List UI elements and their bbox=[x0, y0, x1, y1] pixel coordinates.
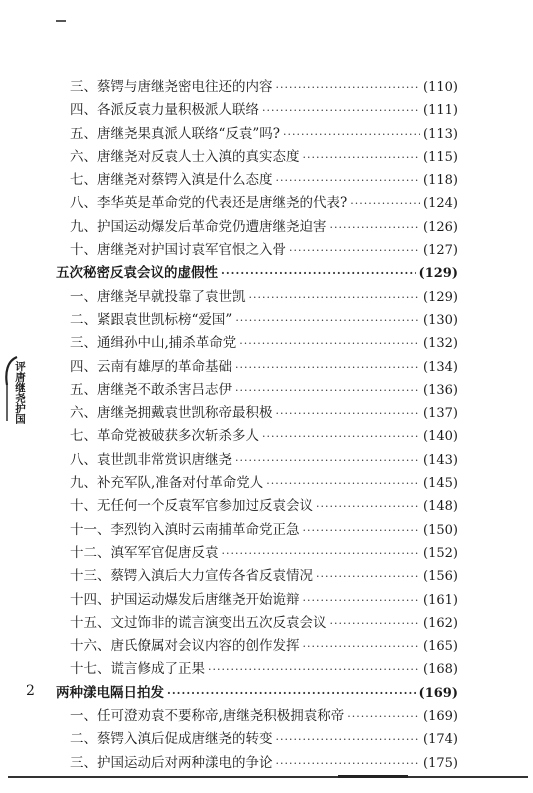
toc-entry bbox=[56, 192, 458, 215]
toc-title: 三、通缉孙中山,捕杀革命党 bbox=[70, 335, 237, 352]
toc-title: 五、唐继尧不敢杀害吕志伊 bbox=[70, 381, 232, 398]
bottom-rule bbox=[8, 776, 528, 778]
toc-entry bbox=[56, 332, 458, 355]
dot-leader bbox=[303, 519, 421, 542]
toc-entry bbox=[56, 542, 458, 565]
toc-entry bbox=[56, 495, 458, 518]
toc-page-number: (140) bbox=[423, 429, 458, 445]
toc-title: 七、唐继尧对蔡锷入滇是什么态度 bbox=[70, 172, 273, 189]
toc-title: 十六、唐氏僚属对会议内容的创作发挥 bbox=[70, 638, 300, 655]
toc-entry bbox=[56, 449, 458, 472]
toc-page-number: (152) bbox=[423, 545, 458, 561]
table-of-contents bbox=[56, 76, 458, 775]
toc-title: 六、唐继尧对反袁人士入滇的真实态度 bbox=[70, 148, 300, 165]
toc-title: 九、补充军队,准备对付革命党人 bbox=[70, 475, 264, 492]
toc-page-number: (150) bbox=[423, 522, 458, 538]
toc-entry bbox=[56, 705, 458, 728]
dot-leader bbox=[330, 216, 421, 239]
dot-leader bbox=[350, 192, 420, 215]
toc-page-number: (175) bbox=[423, 755, 458, 771]
toc-title: 二、紧跟袁世凯标榜“爱国” bbox=[70, 311, 233, 328]
toc-entry bbox=[56, 425, 458, 448]
toc-page-number: (161) bbox=[423, 592, 458, 608]
toc-page-number: (169) bbox=[423, 709, 458, 725]
toc-entry bbox=[56, 402, 458, 425]
dot-leader bbox=[266, 472, 420, 495]
toc-title: 十四、护国运动爆发后唐继尧开始诡辩 bbox=[70, 591, 300, 608]
toc-entry bbox=[56, 728, 458, 751]
toc-title: 七、革命党被破获多次斩杀多人 bbox=[70, 428, 259, 445]
toc-page-number: (165) bbox=[423, 639, 458, 655]
dot-leader bbox=[276, 402, 421, 425]
toc-entry bbox=[56, 216, 458, 239]
toc-entry bbox=[56, 589, 458, 612]
dot-leader bbox=[249, 286, 421, 309]
toc-title: 八、袁世凯非常赏识唐继尧 bbox=[70, 451, 232, 468]
toc-page-number: (130) bbox=[423, 312, 458, 328]
toc-title: 四、各派反袁力量积极派人联络 bbox=[70, 102, 259, 119]
toc-entry bbox=[56, 169, 458, 192]
dot-leader bbox=[239, 332, 420, 355]
dot-leader bbox=[303, 146, 421, 169]
dot-leader bbox=[262, 425, 420, 448]
dot-leader bbox=[262, 99, 420, 122]
dot-leader bbox=[347, 705, 420, 728]
toc-title: 五次秘密反袁会议的虚假性 bbox=[56, 265, 218, 282]
toc-title: 十五、文过饰非的谎言演变出五次反袁会议 bbox=[70, 614, 327, 631]
toc-page-number: (129) bbox=[423, 289, 458, 305]
toc-entry bbox=[56, 99, 458, 122]
toc-title: 十三、蔡锷入滇后大力宣传各省反袁情况 bbox=[70, 568, 313, 585]
toc-page-number: (143) bbox=[423, 452, 458, 468]
dot-leader bbox=[303, 589, 421, 612]
toc-page-number: (124) bbox=[423, 196, 458, 212]
dot-leader bbox=[276, 169, 421, 192]
toc-section bbox=[56, 682, 458, 705]
toc-page-number: (169) bbox=[418, 685, 458, 701]
toc-page-number: (113) bbox=[423, 126, 458, 142]
toc-title: 两种漾电隔日拍发 bbox=[56, 684, 164, 701]
toc-page-number: (145) bbox=[423, 476, 458, 492]
toc-page-number: (126) bbox=[423, 219, 458, 235]
dot-leader bbox=[235, 449, 420, 472]
toc-title: 一、唐继尧早就投靠了袁世凯 bbox=[70, 288, 246, 305]
dot-leader bbox=[276, 752, 421, 775]
toc-entry bbox=[56, 76, 458, 99]
toc-title: 八、李华英是革命党的代表还是唐继尧的代表? bbox=[70, 195, 348, 212]
side-title-badge bbox=[3, 355, 29, 425]
toc-entry bbox=[56, 472, 458, 495]
toc-title: 十七、谎言修成了正果 bbox=[70, 661, 205, 678]
toc-title: 一、任可澄劝袁不要称帝,唐继尧积极拥袁称帝 bbox=[70, 708, 345, 725]
toc-title: 十、唐继尧对护国讨袁军官恨之入骨 bbox=[70, 242, 286, 259]
toc-title: 二、蔡锷入滇后促成唐继尧的转变 bbox=[70, 731, 273, 748]
toc-entry bbox=[56, 146, 458, 169]
dot-leader bbox=[276, 728, 421, 751]
toc-entry bbox=[56, 519, 458, 542]
page-number: 2 bbox=[26, 683, 35, 699]
dot-leader bbox=[221, 262, 416, 285]
toc-page-number: (118) bbox=[423, 173, 458, 189]
toc-page-number: (136) bbox=[423, 382, 458, 398]
toc-title: 四、云南有雄厚的革命基础 bbox=[70, 358, 232, 375]
toc-title: 六、唐继尧拥戴袁世凯称帝最积极 bbox=[70, 405, 273, 422]
toc-page-number: (127) bbox=[423, 243, 458, 259]
dot-leader bbox=[330, 612, 421, 635]
dot-leader bbox=[208, 658, 420, 681]
toc-page-number: (168) bbox=[423, 662, 458, 678]
toc-page-number: (148) bbox=[423, 499, 458, 515]
toc-entry bbox=[56, 356, 458, 379]
toc-page-number: (134) bbox=[423, 359, 458, 375]
toc-page-number: (129) bbox=[418, 266, 458, 282]
dot-leader bbox=[316, 495, 420, 518]
dot-leader bbox=[167, 682, 416, 705]
toc-page-number: (137) bbox=[423, 406, 458, 422]
dot-leader bbox=[316, 565, 420, 588]
dot-leader bbox=[235, 309, 420, 332]
dot-leader bbox=[303, 635, 421, 658]
dot-leader bbox=[235, 379, 420, 402]
dot-leader bbox=[222, 542, 421, 565]
toc-entry bbox=[56, 612, 458, 635]
toc-section bbox=[56, 262, 458, 285]
toc-page-number: (156) bbox=[423, 569, 458, 585]
toc-page-number: (110) bbox=[423, 80, 458, 95]
dot-leader bbox=[283, 123, 420, 146]
toc-entry bbox=[56, 752, 458, 775]
toc-entry bbox=[56, 239, 458, 262]
top-mark bbox=[56, 20, 66, 22]
toc-page-number: (111) bbox=[423, 103, 458, 119]
toc-entry bbox=[56, 635, 458, 658]
toc-entry bbox=[56, 565, 458, 588]
toc-entry bbox=[56, 379, 458, 402]
toc-title: 十一、李烈钧入滇时云南捕革命党正急 bbox=[70, 521, 300, 538]
dot-leader bbox=[276, 76, 421, 99]
toc-title: 十二、滇军军官促唐反袁 bbox=[70, 544, 219, 561]
toc-title: 十、无任何一个反袁军官参加过反袁会议 bbox=[70, 498, 313, 515]
dot-leader bbox=[289, 239, 420, 262]
side-title: 评唐继尧护国 bbox=[14, 361, 26, 424]
toc-entry bbox=[56, 123, 458, 146]
toc-title: 五、唐继尧果真派人联络“反袁”吗? bbox=[70, 125, 281, 142]
toc-title: 三、护国运动后对两种漾电的争论 bbox=[70, 754, 273, 771]
toc-entry bbox=[56, 309, 458, 332]
toc-page-number: (115) bbox=[423, 149, 458, 165]
toc-entry bbox=[56, 658, 458, 681]
toc-page-number: (174) bbox=[423, 732, 458, 748]
toc-page-number: (162) bbox=[423, 615, 458, 631]
toc-page-number: (132) bbox=[423, 336, 458, 352]
toc-title: 三、蔡锷与唐继尧密电往还的内容 bbox=[70, 79, 273, 95]
dot-leader bbox=[235, 356, 420, 379]
toc-title: 九、护国运动爆发后革命党仍遭唐继尧迫害 bbox=[70, 218, 327, 235]
toc-entry bbox=[56, 286, 458, 309]
